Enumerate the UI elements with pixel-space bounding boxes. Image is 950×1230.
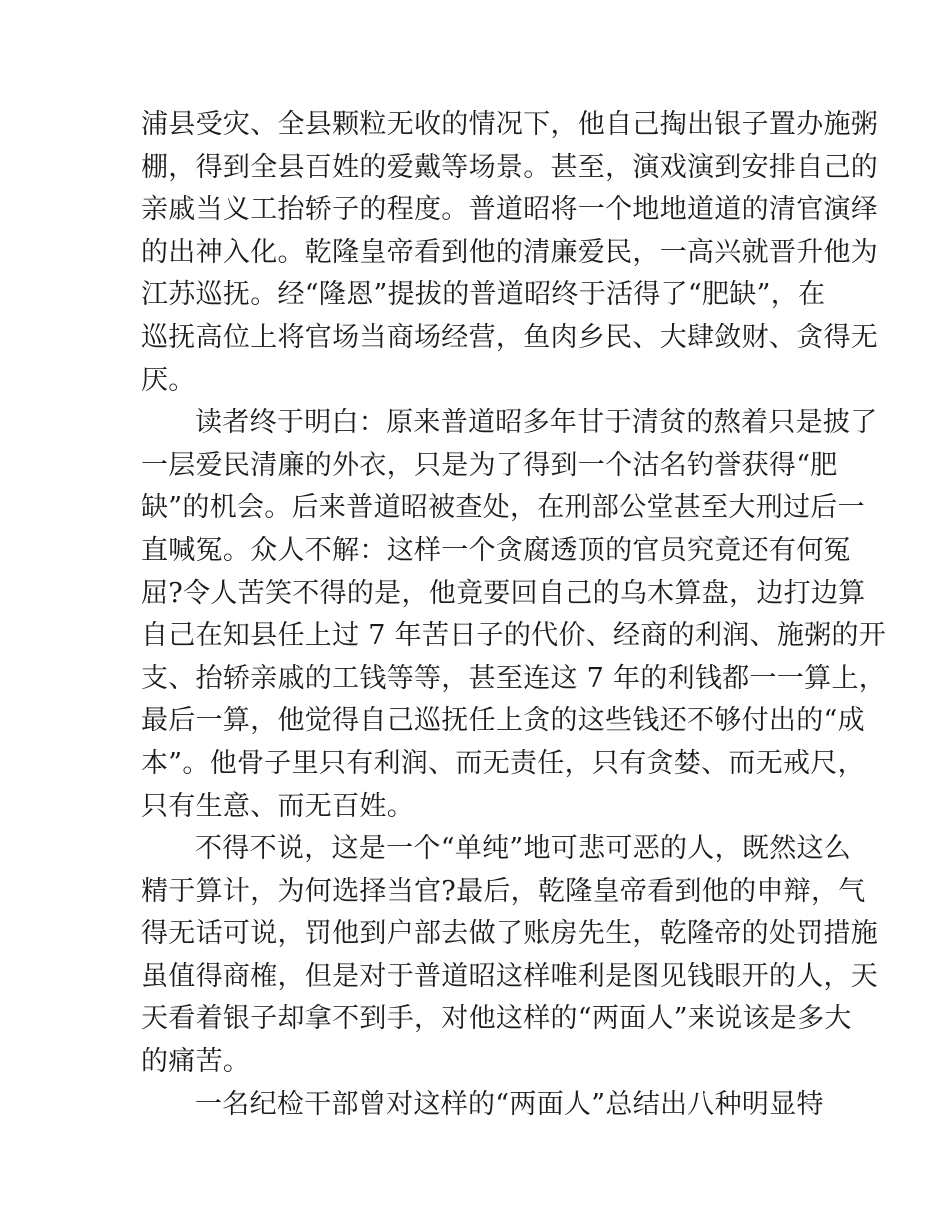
paragraph-2-line-1: 读者终于明白：原来普道昭多年甘于清贫的熬着只是披了 [195,407,878,439]
paragraph-1-line-3: 亲戚当义工抬轿子的程度。普道昭将一个地地道道的清官演绎 [141,194,879,226]
paragraph-2-line-4: 直喊冤。众人不解：这样一个贪腐透顶的官员究竟还有何冤 [141,534,851,566]
paragraph-1-line-5: 江苏巡抚。经“隆恩”提拔的普道昭终于活得了“肥缺”，在 [141,279,826,311]
paragraph-2-line-10: 只有生意、而无百姓。 [141,790,414,822]
paragraph-1-line-1: 浦县受灾、全县颗粒无收的情况下，他自己掏出银子置办施粥 [141,109,879,140]
paragraph-2-line-9: 本”。他骨子里只有利润、而无责任，只有贪婪、而无戒尺， [141,747,865,779]
paragraph-2-line-5: 屈?令人苦笑不得的是，他竟要回自己的乌木算盘，边打边算 [141,577,866,609]
paragraph-2-line-6: 自己在知县任上过 7 年苦日子的代价、经商的利润、施粥的开 [141,620,887,652]
paragraph-2-line-7: 支、抬轿亲戚的工钱等等，甚至连这 7 年的利钱都一一算上， [141,662,887,694]
paragraph-3-line-1: 不得不说，这是一个“单纯”地可悲可恶的人，既然这么 [195,833,852,865]
document-body [141,104,887,1126]
paragraph-3-line-2: 精于算计，为何选择当官?最后，乾隆皇帝看到他的申辩，气 [141,875,866,907]
paragraph-1-line-7: 厌。 [141,364,196,396]
paragraph-3-line-4: 虽值得商榷，但是对于普道昭这样唯利是图见钱眼开的人，天 [141,960,879,992]
paragraph-3-line-6: 的痛苦。 [141,1046,251,1078]
paragraph-2-line-3: 缺”的机会。后来普道昭被查处，在刑部公堂甚至大刑过后一 [141,492,865,524]
paragraph-3-line-5: 天看着银子却拿不到手，对他这样的“两面人”来说该是多大 [141,1003,852,1035]
paragraph-1-line-2: 棚，得到全县百姓的爱戴等场景。甚至，演戏演到安排自己的 [141,151,879,183]
paragraph-1-line-6: 巡抚高位上将官场当商场经营，鱼肉乡民、大肆敛财、贪得无 [141,321,879,353]
paragraph-1-line-4: 的出神入化。乾隆皇帝看到他的清廉爱民，一高兴就晋升他为 [141,236,879,268]
paragraph-2-line-2: 一层爱民清廉的外衣，只是为了得到一个沽名钓誉获得“肥 [141,449,838,481]
paragraph-2-line-8: 最后一算，他觉得自己巡抚任上贪的这些钱还不够付出的“成 [141,705,865,737]
paragraph-4-line-1: 一名纪检干部曾对这样的“两面人”总结出八种明显特 [195,1088,824,1120]
paragraph-3-line-3: 得无话可说，罚他到户部去做了账房先生，乾隆帝的处罚措施 [141,918,879,950]
